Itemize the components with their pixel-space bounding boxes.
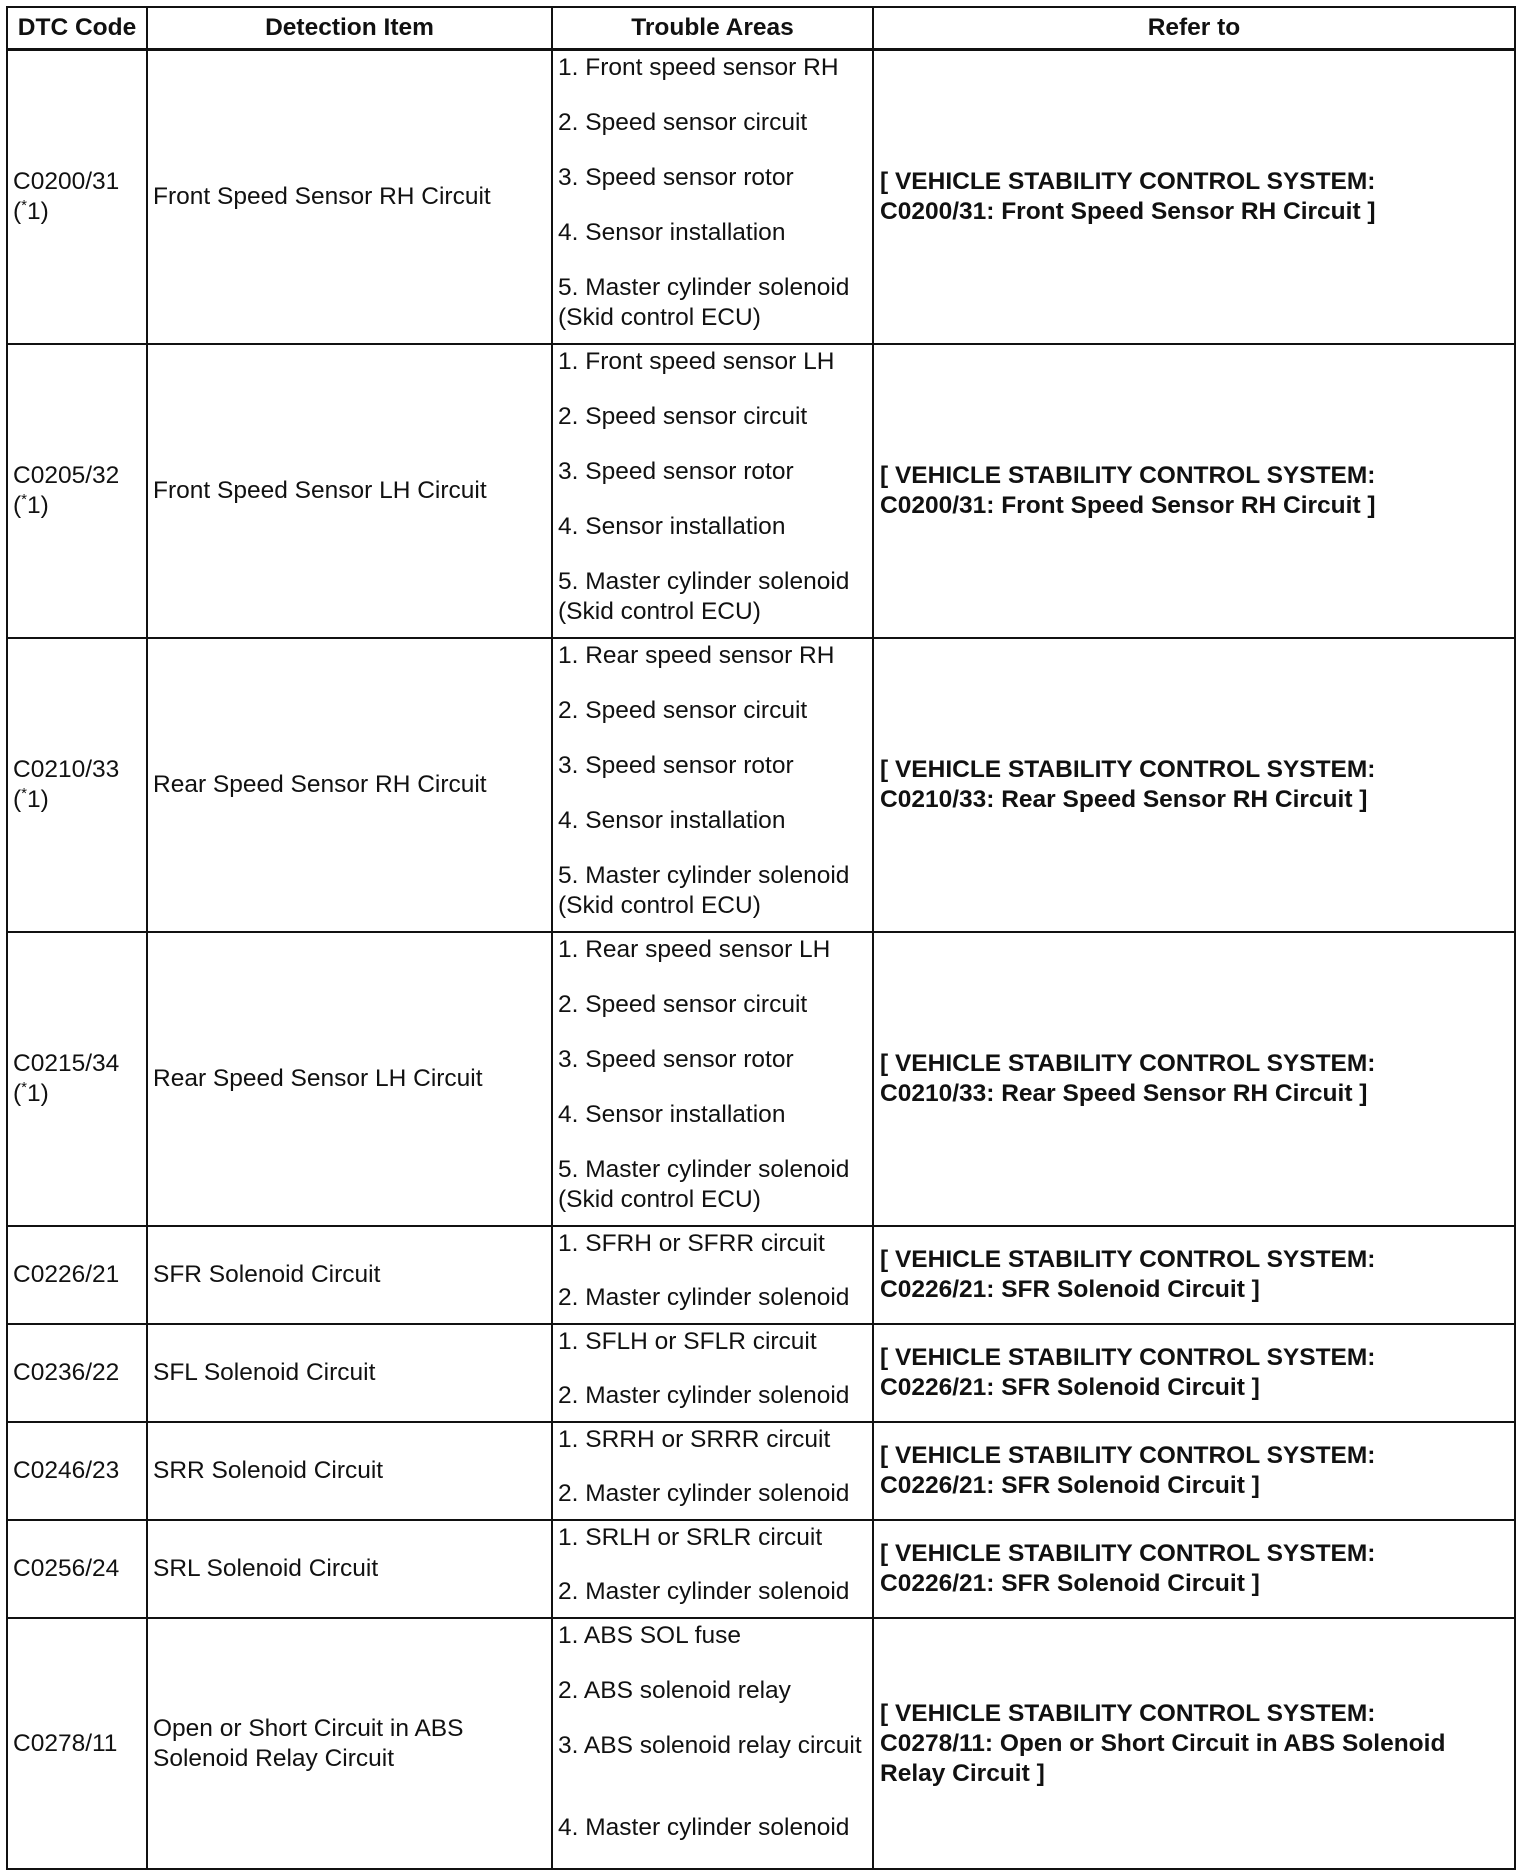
trouble-area: 1. Rear speed sensor RH (558, 642, 835, 669)
dtc-code-cell: C0210/33 (*1) (7, 638, 147, 932)
trouble-area: 2. ABS solenoid relay (558, 1677, 791, 1704)
refer-line: [ VEHICLE STABILITY CONTROL SYSTEM: (880, 1050, 1376, 1077)
table-row (7, 932, 1515, 1226)
refer-line: [ VEHICLE STABILITY CONTROL SYSTEM: (880, 462, 1376, 489)
trouble-area: 1. ABS SOL fuse (558, 1622, 741, 1649)
dtc-table-container (6, 6, 1514, 1870)
dtc-code-cell (7, 1226, 147, 1324)
trouble-area: 4. Sensor installation (558, 513, 786, 540)
dtc-code: C0200/31 (13, 168, 120, 195)
dtc-code-cell: C0200/31 (*1) (7, 50, 147, 345)
refer-line: C0278/11: Open or Short Circuit in ABS Solenoid Relay Circuit ] (880, 1729, 1446, 1787)
trouble-area: 2. Speed sensor circuit (558, 403, 808, 430)
refer-to-link[interactable] (873, 1226, 1515, 1324)
table-row (7, 1422, 1515, 1520)
header-detection-item: Detection Item (147, 7, 552, 50)
trouble-area: 2. Speed sensor circuit (558, 109, 808, 136)
trouble-areas-cell (552, 1618, 873, 1869)
refer-line: C0226/21: SFR Solenoid Circuit ] (880, 1276, 1260, 1303)
header-dtc-code: DTC Code (7, 7, 147, 50)
table-row (7, 1324, 1515, 1422)
dtc-code: C0256/24 (13, 1555, 120, 1582)
refer-to-link[interactable] (873, 1324, 1515, 1422)
detection-item: SRR Solenoid Circuit (147, 1422, 552, 1520)
dtc-code-cell (7, 1422, 147, 1520)
trouble-area: 1. Front speed sensor LH (558, 348, 835, 375)
footnote-number: 1 (27, 1080, 41, 1107)
dtc-code: C0210/33 (13, 756, 120, 783)
trouble-area: 3. Speed sensor rotor (558, 164, 794, 191)
trouble-area: 2. Speed sensor circuit (558, 697, 808, 724)
refer-line: C0226/21: SFR Solenoid Circuit ] (880, 1374, 1260, 1401)
refer-to-link[interactable] (873, 1618, 1515, 1869)
header-refer-to: Refer to (873, 7, 1515, 50)
footnote-number: 1 (27, 786, 41, 813)
trouble-area: 5. Master cylinder solenoid (Skid control ECU) (558, 862, 850, 919)
table-row (7, 1520, 1515, 1618)
table-row (7, 1226, 1515, 1324)
trouble-areas-cell (552, 1422, 873, 1520)
trouble-area: 2. Master cylinder solenoid (558, 1284, 850, 1311)
footnote-number: 1 (27, 492, 41, 519)
table-row (7, 50, 1515, 345)
trouble-areas-cell (552, 1520, 873, 1618)
dtc-code-cell: C0205/32 (*1) (7, 344, 147, 638)
trouble-area: 5. Master cylinder solenoid (Skid control ECU) (558, 274, 850, 331)
footnote-mark: * (21, 785, 28, 802)
trouble-area: 4. Master cylinder solenoid (558, 1814, 850, 1841)
refer-to-link[interactable] (873, 50, 1515, 345)
trouble-area: 2. Master cylinder solenoid (558, 1480, 850, 1507)
trouble-areas-cell (552, 638, 873, 932)
refer-line: [ VEHICLE STABILITY CONTROL SYSTEM: (880, 1344, 1376, 1371)
refer-line: C0210/33: Rear Speed Sensor RH Circuit ] (880, 1080, 1368, 1107)
detection-item: Front Speed Sensor RH Circuit (147, 50, 552, 345)
trouble-areas-cell (552, 932, 873, 1226)
trouble-area: 1. SRLH or SRLR circuit (558, 1524, 823, 1551)
trouble-area: 1. SRRH or SRRR circuit (558, 1426, 831, 1453)
dtc-code: C0246/23 (13, 1457, 120, 1484)
refer-line: [ VEHICLE STABILITY CONTROL SYSTEM: (880, 756, 1376, 783)
dtc-code-cell (7, 1618, 147, 1869)
trouble-area: 1. Rear speed sensor LH (558, 936, 831, 963)
table-row (7, 344, 1515, 638)
refer-line: [ VEHICLE STABILITY CONTROL SYSTEM: (880, 1246, 1376, 1273)
trouble-area: 3. Speed sensor rotor (558, 1046, 794, 1073)
trouble-area: 4. Sensor installation (558, 807, 786, 834)
footnote-mark: * (21, 491, 28, 508)
footnote-mark: * (21, 1079, 28, 1096)
trouble-area: 3. Speed sensor rotor (558, 458, 794, 485)
refer-line: C0226/21: SFR Solenoid Circuit ] (880, 1472, 1260, 1499)
table-row (7, 638, 1515, 932)
trouble-areas-cell (552, 1324, 873, 1422)
trouble-area: 5. Master cylinder solenoid (Skid control ECU) (558, 1156, 850, 1213)
trouble-area: 5. Master cylinder solenoid (Skid control ECU) (558, 568, 850, 625)
dtc-code: C0215/34 (13, 1050, 120, 1077)
dtc-code-cell (7, 1520, 147, 1618)
footnote-number: 1 (27, 198, 41, 225)
refer-to-link[interactable] (873, 932, 1515, 1226)
trouble-area: 2. Master cylinder solenoid (558, 1382, 850, 1409)
table-row (7, 1618, 1515, 1869)
refer-to-link[interactable] (873, 1520, 1515, 1618)
trouble-area: 1. SFLH or SFLR circuit (558, 1328, 817, 1355)
detection-item: SRL Solenoid Circuit (147, 1520, 552, 1618)
refer-line: [ VEHICLE STABILITY CONTROL SYSTEM: (880, 1442, 1376, 1469)
dtc-code: C0226/21 (13, 1261, 120, 1288)
detection-item: Open or Short Circuit in ABS Solenoid Relay Circuit (147, 1618, 552, 1869)
detection-item: Rear Speed Sensor LH Circuit (147, 932, 552, 1226)
trouble-area: 3. Speed sensor rotor (558, 752, 794, 779)
refer-line: C0200/31: Front Speed Sensor RH Circuit ] (880, 492, 1376, 519)
trouble-area: 1. SFRH or SFRR circuit (558, 1230, 825, 1257)
header-trouble-areas: Trouble Areas (552, 7, 873, 50)
trouble-area: 4. Sensor installation (558, 1101, 786, 1128)
refer-line: C0200/31: Front Speed Sensor RH Circuit ] (880, 198, 1376, 225)
refer-line: [ VEHICLE STABILITY CONTROL SYSTEM: (880, 1540, 1376, 1567)
dtc-code-cell: C0215/34 (*1) (7, 932, 147, 1226)
trouble-area: 2. Speed sensor circuit (558, 991, 808, 1018)
refer-to-link[interactable] (873, 638, 1515, 932)
dtc-table (6, 6, 1516, 1870)
dtc-code: C0205/32 (13, 462, 120, 489)
trouble-area: 2. Master cylinder solenoid (558, 1578, 850, 1605)
table-header-row (7, 7, 1515, 50)
refer-line: C0210/33: Rear Speed Sensor RH Circuit ] (880, 786, 1368, 813)
refer-to-link[interactable] (873, 344, 1515, 638)
trouble-areas-cell (552, 344, 873, 638)
trouble-area: 1. Front speed sensor RH (558, 54, 839, 81)
dtc-code-cell (7, 1324, 147, 1422)
trouble-areas-cell (552, 1226, 873, 1324)
trouble-areas-cell (552, 50, 873, 345)
refer-line: [ VEHICLE STABILITY CONTROL SYSTEM: (880, 168, 1376, 195)
refer-line: [ VEHICLE STABILITY CONTROL SYSTEM: (880, 1699, 1376, 1727)
detection-item: SFL Solenoid Circuit (147, 1324, 552, 1422)
dtc-code: C0236/22 (13, 1359, 120, 1386)
footnote-mark: * (21, 197, 28, 214)
trouble-area: 4. Sensor installation (558, 219, 786, 246)
refer-to-link[interactable] (873, 1422, 1515, 1520)
refer-line: C0226/21: SFR Solenoid Circuit ] (880, 1570, 1260, 1597)
dtc-code: C0278/11 (13, 1729, 118, 1757)
detection-item: Front Speed Sensor LH Circuit (147, 344, 552, 638)
detection-item: SFR Solenoid Circuit (147, 1226, 552, 1324)
trouble-area: 3. ABS solenoid relay circuit (558, 1732, 862, 1759)
detection-item: Rear Speed Sensor RH Circuit (147, 638, 552, 932)
